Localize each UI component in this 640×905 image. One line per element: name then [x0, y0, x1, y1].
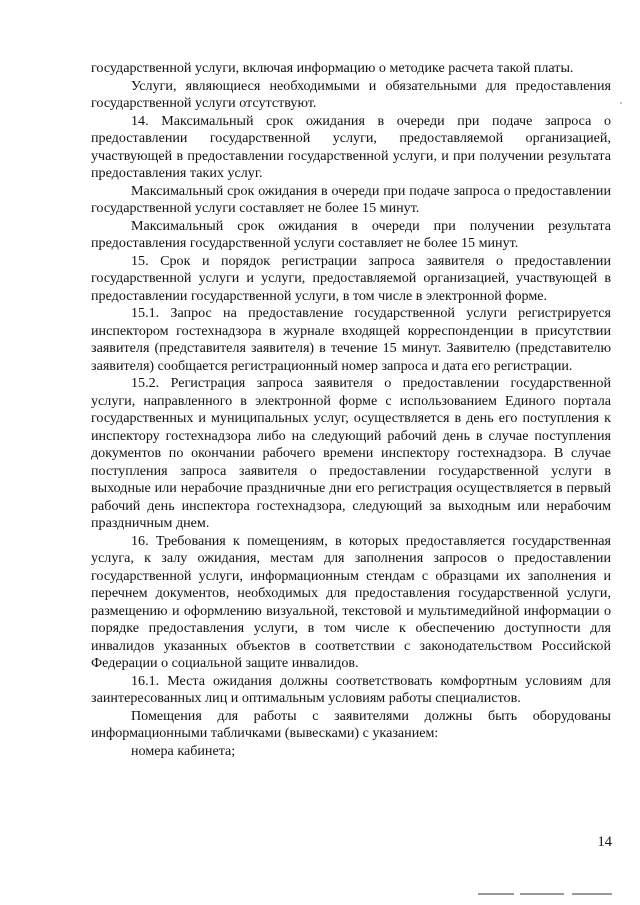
- paragraph-section-16: 16. Требования к помещениям, в которых предоставляется государственная услуга, к залу ожидания, местам для заполнения запросов о предоставлении государственной услуги, информационным стендам с образцами их заполнения и перечнем документов, необходимых для предоставления государственной услуги, размещению и оформлению визуальной, текстовой и мультимедийной информации о порядке предоставления услуги, в том числе к обеспечению доступности для инвалидов указанных объектов в соответствии с законодательством Российской Федерации о социальной защите инвалидов.: [91, 532, 611, 671]
- paragraph-section-15: 15. Срок и порядок регистрации запроса заявителя о предоставлении государственной услуги и услуги, предоставляемой организацией, участвующей в предоставлении государственной услуги, в том числе в электронной форме.: [91, 252, 611, 304]
- paragraph-wait-result: Максимальный срок ожидания в очереди при получении результата предоставления государственной услуги составляет не более 15 минут.: [91, 217, 611, 251]
- paragraph-required-services: Услуги, являющиеся необходимыми и обязательными для предоставления государственной услуги отсутствуют.: [91, 77, 611, 111]
- page-number: 14: [597, 834, 612, 850]
- paragraph-list-item-room-number: номера кабинета;: [131, 742, 236, 759]
- paragraph-continuation: государственной услуги, включая информацию о методике расчета такой платы.: [91, 60, 574, 76]
- document-page: [91, 60, 611, 760]
- scan-artifact-dot: [620, 102, 622, 104]
- paragraph-section-15-2: 15.2. Регистрация запроса заявителя о предоставлении государственной услуги, направленного в электронной форме с использованием Единого портала государственных и муниципальных услуг, осуществляется в день его поступления к инспектору гостехнадзора либо на следующий рабочий день в случае поступления документов по окончании рабочего времени инспектору гостехнадзора. В случае поступления запроса заявителя о предоставлении государственной услуги в выходные или нерабочие праздничные дни его регистрация осуществляется в первый рабочий день инспектора гостехнадзора, следующий за выходным или нерабочим праздничным днем.: [91, 375, 611, 531]
- paragraph-section-14: 14. Максимальный срок ожидания в очереди при подаче запроса о предоставлении государственной услуги, предоставляемой организацией, участвующей в предоставлении государственной услуги, и при получении результата предоставления таких услуг.: [91, 112, 611, 181]
- paragraph-section-15-1: 15.1. Запрос на предоставление государственной услуги регистрируется инспектором гостехнадзора в журнале входящей корреспонденции в присутствии заявителя (представителя заявителя) в течение 15 минут. Заявителю (представителю заявителя) сообщается регистрационный номер запроса и дата его регистрации.: [91, 305, 611, 374]
- paragraph-wait-submit: Максимальный срок ожидания в очереди при подаче запроса о предоставлении государственной услуги составляет не более 15 минут.: [91, 182, 611, 216]
- scan-artifact-line: [572, 893, 612, 895]
- paragraph-section-16-1: 16.1. Места ожидания должны соответствовать комфортным условиям для заинтересованных лиц и оптимальным условиям работы специалистов.: [91, 672, 611, 706]
- paragraph-premises-signs: Помещения для работы с заявителями должны быть оборудованы информационными табличками (вывесками) с указанием:: [91, 707, 611, 741]
- scan-artifact-line: [478, 893, 514, 895]
- scan-artifact-line: [520, 893, 564, 895]
